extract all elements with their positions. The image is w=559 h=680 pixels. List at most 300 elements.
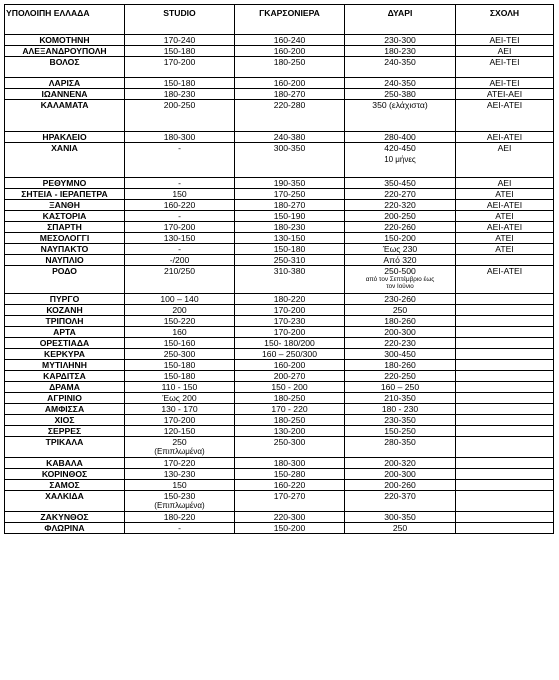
table-row (5, 255, 554, 266)
dyari-cell (345, 211, 456, 222)
city-cell (5, 89, 125, 100)
studio-cell (125, 349, 235, 360)
dyari-note: 10 μήνες (384, 155, 416, 164)
city-cell-value: ΟΡΕΣΤΙΑΔΑ (39, 338, 90, 348)
studio-cell-value: 150-230 (163, 491, 196, 501)
dyari-cell-value: 200-250 (384, 211, 416, 221)
studio-cell (125, 491, 235, 512)
table-row (5, 35, 554, 46)
dyari-cell-value: 180 - 230 (381, 404, 419, 414)
studio-cell-value: - (178, 244, 181, 254)
city-cell-value: ΧΑΛΚΙΔΑ (45, 491, 84, 501)
table-row (5, 415, 554, 426)
city-cell-value: ΣΗΤΕΙΑ - ΙΕΡΑΠΕΤΡΑ (21, 189, 108, 199)
city-cell (5, 189, 125, 200)
garsoniera-cell-value: 180-300 (273, 458, 306, 468)
table-row (5, 393, 554, 404)
dyari-cell (345, 382, 456, 393)
dyari-cell (345, 469, 456, 480)
dyari-cell-value: 230-350 (384, 415, 416, 425)
studio-cell (125, 255, 235, 266)
city-cell-value: ΚΟΖΑΝΗ (46, 305, 83, 315)
dyari-cell (345, 360, 456, 371)
garsoniera-cell (235, 491, 345, 512)
dyari-cell (345, 57, 456, 78)
table-body (5, 35, 554, 534)
table-row (5, 523, 554, 534)
school-cell (456, 294, 554, 305)
studio-cell (125, 404, 235, 415)
garsoniera-cell-value: 240-380 (273, 132, 306, 142)
school-cell (456, 426, 554, 437)
studio-cell-value: - (178, 178, 181, 188)
studio-cell (125, 360, 235, 371)
city-cell-value: ΑΛΕΞΑΝΔΡΟΥΠΟΛΗ (22, 46, 107, 56)
dyari-cell (345, 233, 456, 244)
garsoniera-cell (235, 35, 345, 46)
city-cell (5, 371, 125, 382)
dyari-cell-value: 250-500 (384, 266, 416, 276)
city-cell-value: ΚΑΒΑΛΑ (46, 458, 83, 468)
city-cell (5, 244, 125, 255)
city-cell (5, 458, 125, 469)
city-cell-value: ΚΕΡΚΥΡΑ (44, 349, 85, 359)
city-cell-value: ΒΟΛΟΣ (49, 57, 80, 67)
studio-cell-value: 170-200 (163, 222, 196, 232)
garsoniera-cell-value: 150 - 200 (271, 382, 308, 392)
studio-cell-value: 130-230 (163, 469, 196, 479)
garsoniera-cell (235, 294, 345, 305)
city-cell-value: ΝΑΥΠΛΙΟ (45, 255, 84, 265)
studio-cell (125, 327, 235, 338)
garsoniera-cell (235, 211, 345, 222)
dyari-cell-value: 150-250 (384, 426, 416, 436)
garsoniera-cell (235, 480, 345, 491)
studio-cell-value: 250-300 (163, 349, 196, 359)
studio-cell (125, 437, 235, 458)
studio-cell (125, 305, 235, 316)
school-cell (456, 491, 554, 512)
studio-cell-value: -/200 (169, 255, 190, 265)
school-cell (456, 512, 554, 523)
garsoniera-cell-value: 180-270 (273, 200, 306, 210)
studio-cell (125, 371, 235, 382)
garsoniera-cell-value: 220-300 (273, 512, 306, 522)
dyari-cell-value: 280-400 (384, 132, 416, 142)
dyari-cell (345, 523, 456, 534)
studio-cell (125, 57, 235, 78)
school-cell (456, 523, 554, 534)
school-cell-value: ΑΕΙ-ΤΕΙ (489, 57, 520, 67)
garsoniera-cell (235, 316, 345, 327)
dyari-cell-value: 300-350 (384, 512, 416, 522)
city-cell-value: ΤΡΙΠΟΛΗ (45, 316, 84, 326)
city-cell-value: ΦΛΩΡΙΝΑ (44, 523, 85, 533)
dyari-cell (345, 404, 456, 415)
dyari-cell (345, 78, 456, 89)
dyari-cell (345, 266, 456, 294)
garsoniera-cell-value: 160-200 (273, 360, 306, 370)
school-cell (456, 437, 554, 458)
garsoniera-cell-value: 160-240 (273, 35, 306, 45)
table-row (5, 294, 554, 305)
city-cell (5, 382, 125, 393)
dyari-cell-value: 220-370 (384, 491, 416, 501)
city-cell (5, 338, 125, 349)
table-row (5, 233, 554, 244)
studio-cell (125, 89, 235, 100)
garsoniera-cell-value: 150-200 (273, 523, 306, 533)
city-cell (5, 415, 125, 426)
city-cell (5, 233, 125, 244)
school-cell-value: ΑΕΙ-ΑΤΕΙ (486, 266, 523, 276)
dyari-cell (345, 143, 456, 178)
school-cell (456, 178, 554, 189)
dyari-cell (345, 178, 456, 189)
garsoniera-cell (235, 189, 345, 200)
garsoniera-cell-value: 160-220 (273, 480, 306, 490)
studio-cell-value: 150-180 (163, 78, 196, 88)
city-cell (5, 132, 125, 143)
studio-cell (125, 512, 235, 523)
school-cell-value: ΑΤΕΙ (495, 211, 514, 221)
studio-cell (125, 132, 235, 143)
garsoniera-cell-value: 150- 180/200 (264, 338, 315, 348)
city-cell (5, 100, 125, 132)
studio-cell (125, 211, 235, 222)
table-row (5, 189, 554, 200)
school-cell (456, 89, 554, 100)
studio-cell-value: 250 (172, 437, 187, 447)
studio-cell-value: 170-240 (163, 35, 196, 45)
school-cell (456, 222, 554, 233)
dyari-cell (345, 426, 456, 437)
garsoniera-cell-value: 160 – 250/300 (262, 349, 317, 359)
city-cell (5, 437, 125, 458)
studio-cell-value: 200 (172, 305, 187, 315)
garsoniera-cell-value: 130-200 (273, 426, 306, 436)
city-cell (5, 316, 125, 327)
garsoniera-cell (235, 458, 345, 469)
garsoniera-cell-value: 300-350 (273, 143, 306, 153)
school-cell (456, 233, 554, 244)
city-cell (5, 255, 125, 266)
table-row (5, 57, 554, 78)
studio-cell (125, 458, 235, 469)
city-cell-value: ΚΑΛΑΜΑΤΑ (40, 100, 89, 110)
header-region: ΥΠΟΛΟΙΠΗ ΕΛΛΑΔΑ (5, 5, 125, 35)
dyari-cell-value: 160 – 250 (380, 382, 420, 392)
city-cell (5, 393, 125, 404)
table-row (5, 458, 554, 469)
school-cell-value: ΑΕΙ-ΑΤΕΙ (486, 222, 523, 232)
studio-cell (125, 469, 235, 480)
dyari-cell-value: 250 (392, 523, 408, 533)
dyari-cell-value: 200-260 (384, 480, 416, 490)
studio-cell (125, 316, 235, 327)
table-row (5, 143, 554, 178)
garsoniera-cell-value: 170-230 (273, 316, 306, 326)
garsoniera-cell-value: 170-270 (273, 491, 306, 501)
garsoniera-cell-value: 150-280 (273, 469, 306, 479)
table-row (5, 437, 554, 458)
garsoniera-cell-value: 180-230 (273, 222, 306, 232)
table-row (5, 200, 554, 211)
dyari-cell-value: 230-260 (384, 294, 416, 304)
garsoniera-cell-value: 190-350 (273, 178, 306, 188)
dyari-cell (345, 222, 456, 233)
garsoniera-cell (235, 415, 345, 426)
garsoniera-cell-value: 130-150 (273, 233, 306, 243)
school-cell (456, 132, 554, 143)
school-cell (456, 327, 554, 338)
city-cell (5, 200, 125, 211)
dyari-cell (345, 132, 456, 143)
garsoniera-cell-value: 150-180 (273, 244, 306, 254)
dyari-cell-value: 220-320 (384, 200, 416, 210)
city-cell-value: ΚΑΣΤΟΡΙΑ (42, 211, 87, 221)
table-row (5, 349, 554, 360)
school-cell (456, 100, 554, 132)
school-cell-value: ΑΤΕΙ-ΑΕΙ (486, 89, 523, 99)
garsoniera-cell-value: 160-200 (273, 78, 306, 88)
dyari-cell (345, 491, 456, 512)
city-cell-value: ΞΑΝΘΗ (49, 200, 80, 210)
school-cell (456, 57, 554, 78)
table-row (5, 78, 554, 89)
dyari-cell (345, 35, 456, 46)
dyari-cell-value: Από 320 (383, 255, 417, 265)
dyari-cell-value: 230-300 (384, 35, 416, 45)
garsoniera-cell (235, 266, 345, 294)
school-cell (456, 78, 554, 89)
city-cell-value: ΤΡΙΚΑΛΑ (45, 437, 84, 447)
garsoniera-cell-value: 310-380 (273, 266, 306, 276)
city-cell (5, 469, 125, 480)
studio-cell-value: 150-220 (163, 316, 196, 326)
studio-cell-value: - (178, 143, 181, 153)
garsoniera-cell (235, 57, 345, 78)
city-cell (5, 222, 125, 233)
school-cell (456, 360, 554, 371)
school-cell-value: ΑΤΕΙ (495, 244, 514, 254)
studio-cell-value: 110 - 150 (161, 382, 198, 392)
table-row (5, 426, 554, 437)
city-cell (5, 327, 125, 338)
dyari-cell (345, 458, 456, 469)
dyari-cell-value: 240-350 (384, 57, 416, 67)
school-cell (456, 244, 554, 255)
studio-cell (125, 266, 235, 294)
city-cell-value: ΚΟΜΟΤΗΝΗ (39, 35, 90, 45)
studio-cell (125, 46, 235, 57)
city-cell-value: ΖΑΚΥΝΘΟΣ (40, 512, 89, 522)
city-cell (5, 57, 125, 78)
garsoniera-cell-value: 170 - 220 (271, 404, 308, 414)
garsoniera-cell (235, 523, 345, 534)
studio-cell-value: 150-160 (163, 338, 196, 348)
school-cell (456, 266, 554, 294)
school-cell (456, 143, 554, 178)
dyari-cell (345, 480, 456, 491)
dyari-cell-value: 180-230 (384, 46, 416, 56)
garsoniera-cell-value: 250-310 (273, 255, 306, 265)
studio-cell-value: 150-180 (163, 46, 196, 56)
rent-table (4, 4, 554, 534)
school-cell (456, 46, 554, 57)
school-cell (456, 458, 554, 469)
garsoniera-cell-value: 160-200 (273, 46, 306, 56)
garsoniera-cell-value: 180-250 (273, 57, 306, 67)
school-cell-value: ΑΤΕΙ (495, 189, 514, 199)
table-header-row (5, 5, 554, 35)
studio-cell-value: 180-220 (163, 512, 196, 522)
dyari-cell-value: 200-320 (384, 458, 416, 468)
school-cell (456, 200, 554, 211)
school-cell-value: ΑΕΙ (497, 46, 512, 56)
studio-cell-value: 150-180 (163, 371, 196, 381)
city-cell (5, 491, 125, 512)
dyari-cell-value: 350 (ελάχιστα) (372, 100, 428, 110)
garsoniera-cell (235, 233, 345, 244)
dyari-cell-value: 210-350 (384, 393, 416, 403)
garsoniera-cell (235, 244, 345, 255)
dyari-cell-value: 180-260 (384, 316, 416, 326)
school-cell-value: ΑΕΙ-ΑΤΕΙ (486, 100, 523, 110)
table-row (5, 244, 554, 255)
city-cell-value: ΜΕΣΟΛΟΓΓΙ (39, 233, 90, 243)
city-cell (5, 35, 125, 46)
studio-cell-value: 180-300 (163, 132, 196, 142)
studio-cell (125, 338, 235, 349)
school-cell (456, 305, 554, 316)
garsoniera-cell (235, 437, 345, 458)
studio-note: (Επιπλωμένα) (154, 501, 205, 510)
studio-cell-value: 120-150 (163, 426, 196, 436)
dyari-cell-value: 220-260 (384, 222, 416, 232)
header-garsoniera: ΓΚΑΡΣΟΝΙΕΡΑ (235, 5, 345, 35)
dyari-cell (345, 200, 456, 211)
table-row (5, 46, 554, 57)
dyari-cell (345, 305, 456, 316)
dyari-cell-value: 300-450 (384, 349, 416, 359)
dyari-cell-value: 240-350 (384, 78, 416, 88)
city-cell-value: ΗΡΑΚΛΕΙΟ (42, 132, 87, 142)
school-cell-value: ΑΤΕΙ (495, 233, 514, 243)
dyari-cell (345, 371, 456, 382)
studio-cell (125, 143, 235, 178)
school-cell (456, 338, 554, 349)
studio-cell (125, 78, 235, 89)
city-cell (5, 523, 125, 534)
city-cell (5, 78, 125, 89)
city-cell-value: ΚΑΡΔΙΤΣΑ (43, 371, 86, 381)
city-cell-value: ΑΡΤΑ (53, 327, 76, 337)
garsoniera-cell-value: 170-200 (273, 327, 306, 337)
city-cell-value: ΑΜΦΙΣΣΑ (44, 404, 85, 414)
table-row (5, 89, 554, 100)
school-cell-value: ΑΕΙ-ΑΤΕΙ (486, 132, 523, 142)
table-row (5, 316, 554, 327)
dyari-cell-value: 180-260 (384, 360, 416, 370)
studio-cell-value: 170-200 (163, 415, 196, 425)
school-cell-value: ΑΕΙ (497, 143, 512, 153)
dyari-cell (345, 327, 456, 338)
studio-cell-value: 170-220 (163, 458, 196, 468)
dyari-note-2: τον Ιούνιο (386, 283, 414, 290)
city-cell-value: ΔΡΑΜΑ (49, 382, 80, 392)
studio-cell (125, 35, 235, 46)
garsoniera-cell (235, 78, 345, 89)
city-cell (5, 349, 125, 360)
garsoniera-cell-value: 220-280 (273, 100, 306, 110)
garsoniera-cell (235, 327, 345, 338)
studio-cell (125, 415, 235, 426)
studio-cell (125, 480, 235, 491)
garsoniera-cell (235, 178, 345, 189)
dyari-cell-value: 250-380 (384, 89, 416, 99)
garsoniera-cell (235, 469, 345, 480)
city-cell-value: ΣΕΡΡΕΣ (47, 426, 82, 436)
garsoniera-cell (235, 426, 345, 437)
school-cell (456, 371, 554, 382)
dyari-cell-value: 350-450 (384, 178, 416, 188)
dyari-cell-value: 250 (392, 305, 408, 315)
table-row (5, 327, 554, 338)
garsoniera-cell-value: 180-250 (273, 415, 306, 425)
dyari-cell (345, 244, 456, 255)
table-row (5, 132, 554, 143)
studio-cell-value: 150-180 (163, 360, 196, 370)
garsoniera-cell (235, 305, 345, 316)
table-row (5, 178, 554, 189)
table-row (5, 469, 554, 480)
garsoniera-cell-value: 250-300 (273, 437, 306, 447)
garsoniera-cell-value: 180-250 (273, 393, 306, 403)
studio-cell-value: - (178, 211, 181, 221)
header-studio: STUDIO (125, 5, 235, 35)
table-row (5, 491, 554, 512)
garsoniera-cell-value: 150-190 (273, 211, 306, 221)
studio-cell (125, 523, 235, 534)
studio-cell-value: 160 (172, 327, 187, 337)
studio-cell-value: 130 - 170 (161, 404, 198, 414)
city-cell (5, 294, 125, 305)
school-cell (456, 393, 554, 404)
dyari-note: από τον Σεπτέμβριο έως (365, 276, 435, 283)
dyari-cell (345, 46, 456, 57)
city-cell-value: ΧΑΝΙΑ (51, 143, 78, 153)
school-cell (456, 382, 554, 393)
table-row (5, 371, 554, 382)
school-cell (456, 349, 554, 360)
dyari-cell-value: 150-200 (384, 233, 416, 243)
city-cell (5, 360, 125, 371)
table-row (5, 211, 554, 222)
dyari-cell (345, 512, 456, 523)
school-cell-value: ΑΕΙ (497, 178, 512, 188)
dyari-cell (345, 437, 456, 458)
garsoniera-cell-value: 180-220 (273, 294, 306, 304)
garsoniera-cell (235, 222, 345, 233)
city-cell (5, 266, 125, 294)
garsoniera-cell (235, 349, 345, 360)
school-cell (456, 316, 554, 327)
garsoniera-cell (235, 100, 345, 132)
dyari-cell (345, 415, 456, 426)
garsoniera-cell-value: 170-250 (273, 189, 306, 199)
garsoniera-cell (235, 382, 345, 393)
